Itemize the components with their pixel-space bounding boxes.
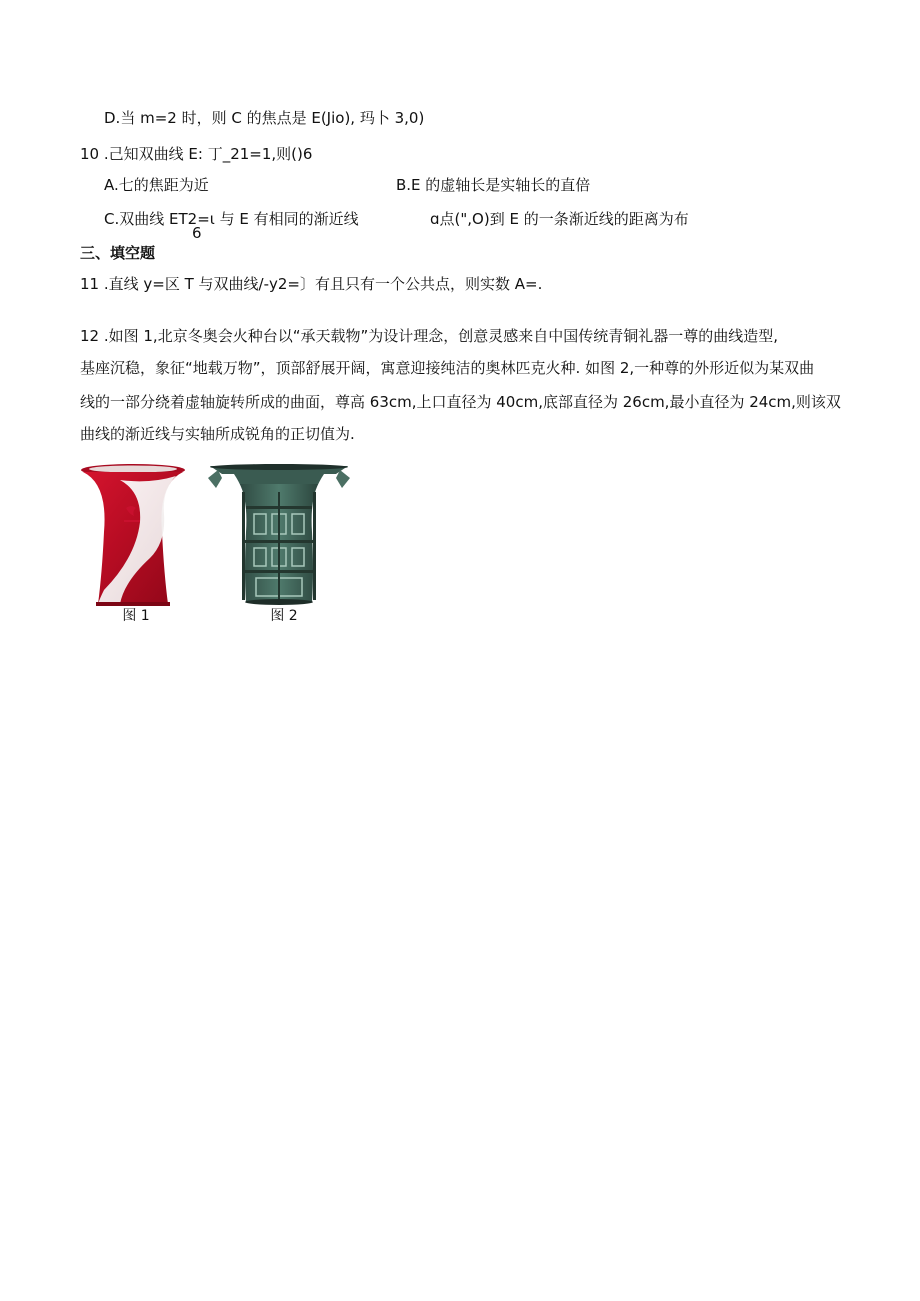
q12-line3: 线的一部分绕着虚轴旋转所成的曲面，尊高 63cm,上口直径为 40cm,底部直径为 26cm,最小直径为 24cm,则该双: [80, 393, 841, 411]
figure-2-bronze-vessel-image: [208, 462, 350, 606]
q10-option-c: C.双曲线 ET2=ι 与 E 有相同的渐近线: [104, 210, 359, 228]
q12-line4: 曲线的渐近线与实轴所成锐角的正切值为.: [80, 425, 355, 443]
q11-text: 11 .直线 y=区 T 与双曲线/-y2=〕有且只有一个公共点，则实数 A=.: [80, 275, 543, 293]
section-3-heading: 三、填空题: [80, 244, 156, 262]
figure-2-caption: 图 2: [270, 608, 298, 624]
q12-line2: 基座沉稳，象征“地载万物”，顶部舒展开阔，寓意迎接纯洁的奥林匹克火种. 如图 2,一种尊的外形近似为某双曲: [80, 359, 815, 377]
figure-1-caption: 图 1: [122, 608, 150, 624]
q10-stem: 10 .己知双曲线 E: 丁_21=1,则()6: [80, 145, 313, 163]
q10-option-b: B.E 的虚轴长是实轴长的直倍: [396, 176, 591, 194]
figure-1-torch-stand-image: [80, 462, 186, 606]
q10-option-a: A.七的焦距为近: [104, 176, 209, 194]
q12-line1: 12 .如图 1,北京冬奥会火种台以“承天载物”为设计理念，创意灵感来自中国传统青铜礼器一尊的曲线造型,: [80, 327, 779, 345]
q10-option-d: ɑ点(",O)到 E 的一条渐近线的距离为布: [430, 210, 689, 228]
q9-option-d: D.当 m=2 时，则 C 的焦点是 E(Jio), 玛卜 3,0): [104, 109, 425, 127]
q10-option-c-subscript: 6: [192, 224, 202, 242]
